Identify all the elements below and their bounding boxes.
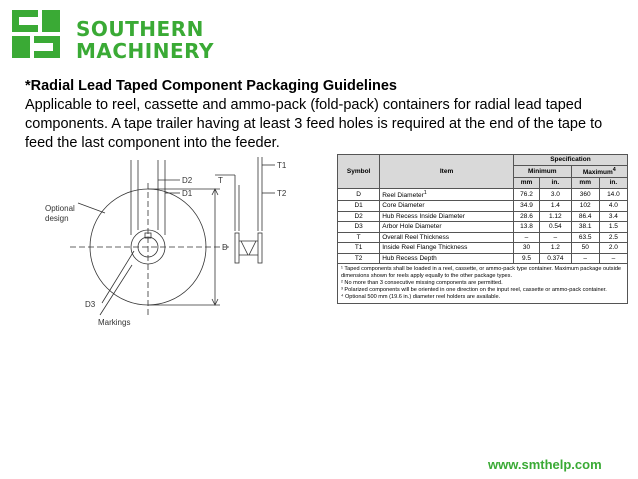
table-row xyxy=(338,222,628,233)
cell-max-mm: 38.1 xyxy=(571,222,599,233)
cell-max-in: 3.4 xyxy=(599,211,627,222)
logo-text xyxy=(76,18,214,62)
label-t: T xyxy=(218,176,223,185)
cell-min-mm: 9.5 xyxy=(513,253,539,264)
cell-symbol: T xyxy=(338,232,380,243)
col-max-in: in. xyxy=(599,178,627,189)
cell-symbol: D xyxy=(338,188,380,201)
cell-symbol: T2 xyxy=(338,253,380,264)
cell-max-mm: 102 xyxy=(571,201,599,212)
cell-min-mm: – xyxy=(513,232,539,243)
cell-max-in: 2.0 xyxy=(599,243,627,254)
cell-min-in: 1.4 xyxy=(540,201,572,212)
table-row xyxy=(338,211,628,222)
table-row xyxy=(338,243,628,254)
cell-min-in: 1.2 xyxy=(540,243,572,254)
cell-min-mm: 34.9 xyxy=(513,201,539,212)
col-min-mm: mm xyxy=(513,178,539,189)
col-maximum-header: Maximum$^4$ xyxy=(571,165,627,178)
website-link[interactable]: www.smthelp.com xyxy=(488,457,602,472)
table-note: ¹ Taped components shall be loaded in a reel, cassette, or ammo-pack type container. Maximum package outside dimensions shown for reels apply equally to the other package types. xyxy=(341,266,622,280)
cell-max-mm: 50 xyxy=(571,243,599,254)
cell-item: Core Diameter xyxy=(380,201,514,212)
col-max-mm: mm xyxy=(571,178,599,189)
cell-min-mm: 30 xyxy=(513,243,539,254)
table-row xyxy=(338,188,628,201)
cell-item: Reel Diameter$^1$ xyxy=(380,188,514,201)
cell-symbol: T1 xyxy=(338,243,380,254)
cell-item: Hub Recess Depth xyxy=(380,253,514,264)
cell-max-mm: 86.4 xyxy=(571,211,599,222)
table-note: ² No more than 3 consecutive missing components are permitted. xyxy=(341,280,503,287)
cell-max-mm: 63.5 xyxy=(571,232,599,243)
cell-symbol: D3 xyxy=(338,222,380,233)
cell-min-in: 3.0 xyxy=(540,188,572,201)
reel-diagram xyxy=(30,155,330,335)
label-d: D xyxy=(222,243,228,252)
specification-rows xyxy=(338,188,628,264)
label-markings: Markings xyxy=(98,318,131,327)
cell-min-mm: 13.8 xyxy=(513,222,539,233)
col-symbol-header: Symbol xyxy=(338,155,380,189)
col-specification-header: Specification xyxy=(513,155,627,166)
specification-table xyxy=(337,154,628,264)
cell-item: Inside Reel Flange Thickness xyxy=(380,243,514,254)
cell-max-in: – xyxy=(599,253,627,264)
label-d1: D1 xyxy=(182,189,193,198)
table-note: ⁴ Optional 500 mm (19.6 in.) diameter reel holders are available. xyxy=(341,294,501,301)
col-minimum-header: Minimum xyxy=(513,165,571,178)
cell-max-in: 4.0 xyxy=(599,201,627,212)
label-d2: D2 xyxy=(182,176,193,185)
table-row xyxy=(338,232,628,243)
cell-symbol: D1 xyxy=(338,201,380,212)
cell-min-mm: 28.6 xyxy=(513,211,539,222)
label-d3: D3 xyxy=(85,300,96,309)
company-logo xyxy=(10,8,214,63)
col-item-header: Item xyxy=(380,155,514,189)
label-t1: T1 xyxy=(277,161,287,170)
label-t2: T2 xyxy=(277,189,287,198)
guidelines-body: Applicable to reel, cassette and ammo-pack (fold-pack) containers for radial lead taped components. A tape trailer having at least 3 feed holes is required at the end of the tape to feed the last component into the feeder. xyxy=(25,97,603,151)
specification-table-block xyxy=(337,154,628,304)
cell-min-in: 0.374 xyxy=(540,253,572,264)
cell-max-in: 2.5 xyxy=(599,232,627,243)
label-optional-design-1: Optional xyxy=(45,204,75,213)
specification-notes xyxy=(337,264,628,304)
cell-symbol: D2 xyxy=(338,211,380,222)
cell-max-in: 1.5 xyxy=(599,222,627,233)
cell-min-mm: 76.2 xyxy=(513,188,539,201)
cell-max-mm: – xyxy=(571,253,599,264)
logo-line-1: SOUTHERN xyxy=(76,17,204,41)
cell-max-mm: 360 xyxy=(571,188,599,201)
cell-item: Overall Reel Thickness xyxy=(380,232,514,243)
col-min-in: in. xyxy=(540,178,572,189)
cell-item: Arbor Hole Diameter xyxy=(380,222,514,233)
logo-mark-icon xyxy=(10,8,66,60)
logo-line-2: MACHINERY xyxy=(76,39,214,63)
cell-max-in: 14.0 xyxy=(599,188,627,201)
cell-min-in: – xyxy=(540,232,572,243)
table-row xyxy=(338,253,628,264)
guidelines-title: *Radial Lead Taped Component Packaging Guidelines xyxy=(25,78,397,94)
table-row xyxy=(338,201,628,212)
table-note: ³ Polarized components will be oriented in one direction on the input reel, cassette or ammo-pack container. xyxy=(341,287,607,294)
cell-min-in: 1.12 xyxy=(540,211,572,222)
cell-item: Hub Recess Inside Diameter xyxy=(380,211,514,222)
label-optional-design-2: design xyxy=(45,214,69,223)
cell-min-in: 0.54 xyxy=(540,222,572,233)
guidelines-text xyxy=(25,77,625,153)
